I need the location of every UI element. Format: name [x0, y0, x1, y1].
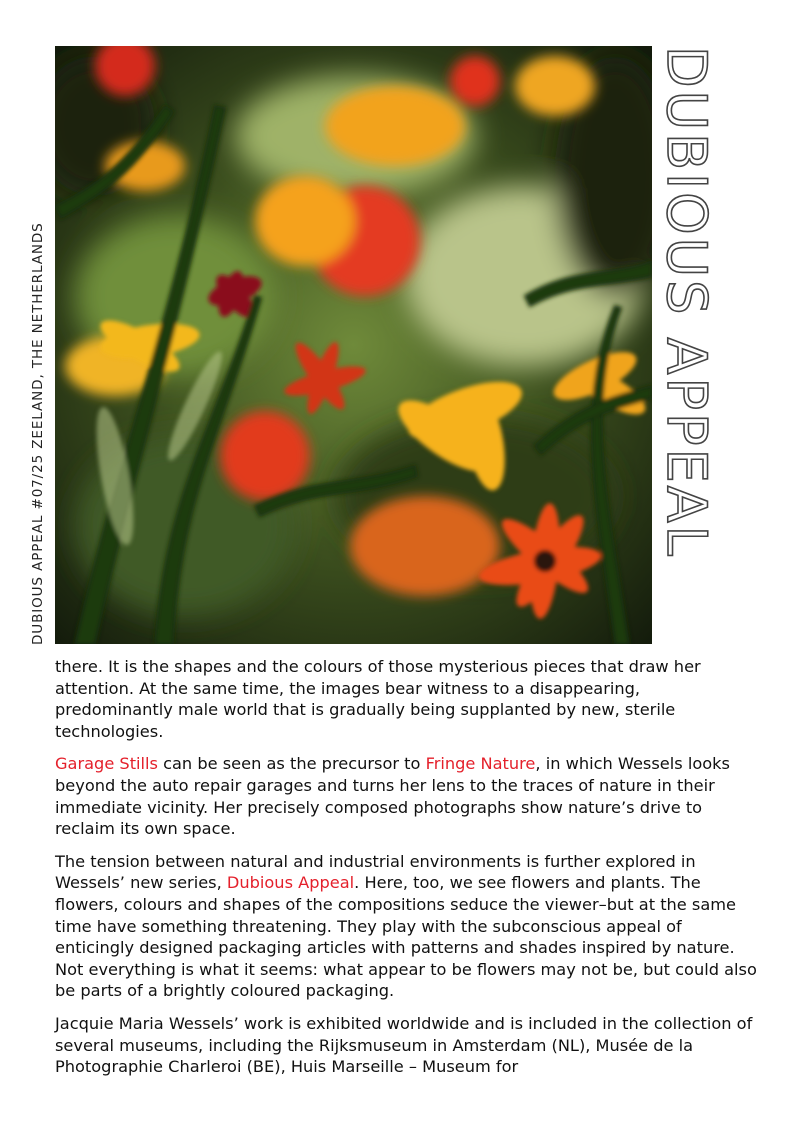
paragraph-1 [55, 656, 760, 742]
article-body [55, 656, 760, 1089]
paragraph-2-text-a: can be seen as the precursor to [157, 754, 426, 774]
link-garage-stills[interactable]: Garage Stills [55, 754, 158, 774]
vertical-title: DUBIOUS APPEAL [655, 46, 718, 559]
paragraph-2-text-b: , in which Wessels looks beyond the auto repair garages and turns her lens to the traces of nature in their immediate vicinity. Her precisely composed photographs show nature’s drive to reclaim its own space. [55, 754, 730, 839]
paragraph-4-text: Jacquie Maria Wessels’ work is exhibited worldwide and is included in the collection of several museums, including the Rijksmuseum in Amsterdam (NL), Musée de la Photographie Charleroi (BE), Huis Marseille – Museum for [55, 1013, 753, 1077]
link-fringe-nature[interactable]: Fringe Nature [425, 754, 536, 774]
paragraph-3-text-a: The tension between natural and industrial environments is further explored in Wessels’ new series, [55, 851, 696, 893]
link-dubious-appeal[interactable]: Dubious Appeal [226, 873, 355, 893]
paragraph-3 [55, 851, 760, 1002]
paragraph-1-text: there. It is the shapes and the colours of those mysterious pieces that draw her attention. At the same time, the images bear witness to a disappearing, predominantly male world that is gradually being supplanted by new, sterile technologies. [55, 657, 701, 741]
paragraph-3-text-b: . Here, too, we see flowers and plants. The flowers, colours and shapes of the compositions seduce the viewer–but at the same time have something threatening. They play with the subconscious appeal of enticingly designed packaging articles with patterns and shades inspired by nature. Not everything is what it seems: what appear to be flowers may not be, but could also be parts of a brightly coloured packaging. [55, 873, 757, 1001]
side-caption: DUBIOUS APPEAL #07/25 ZEELAND, THE NETHERLANDS [30, 222, 46, 645]
flower-photo [55, 46, 652, 644]
paragraph-4 [55, 1013, 760, 1078]
flower-photo-icon [55, 46, 652, 644]
paragraph-2 [55, 753, 760, 839]
